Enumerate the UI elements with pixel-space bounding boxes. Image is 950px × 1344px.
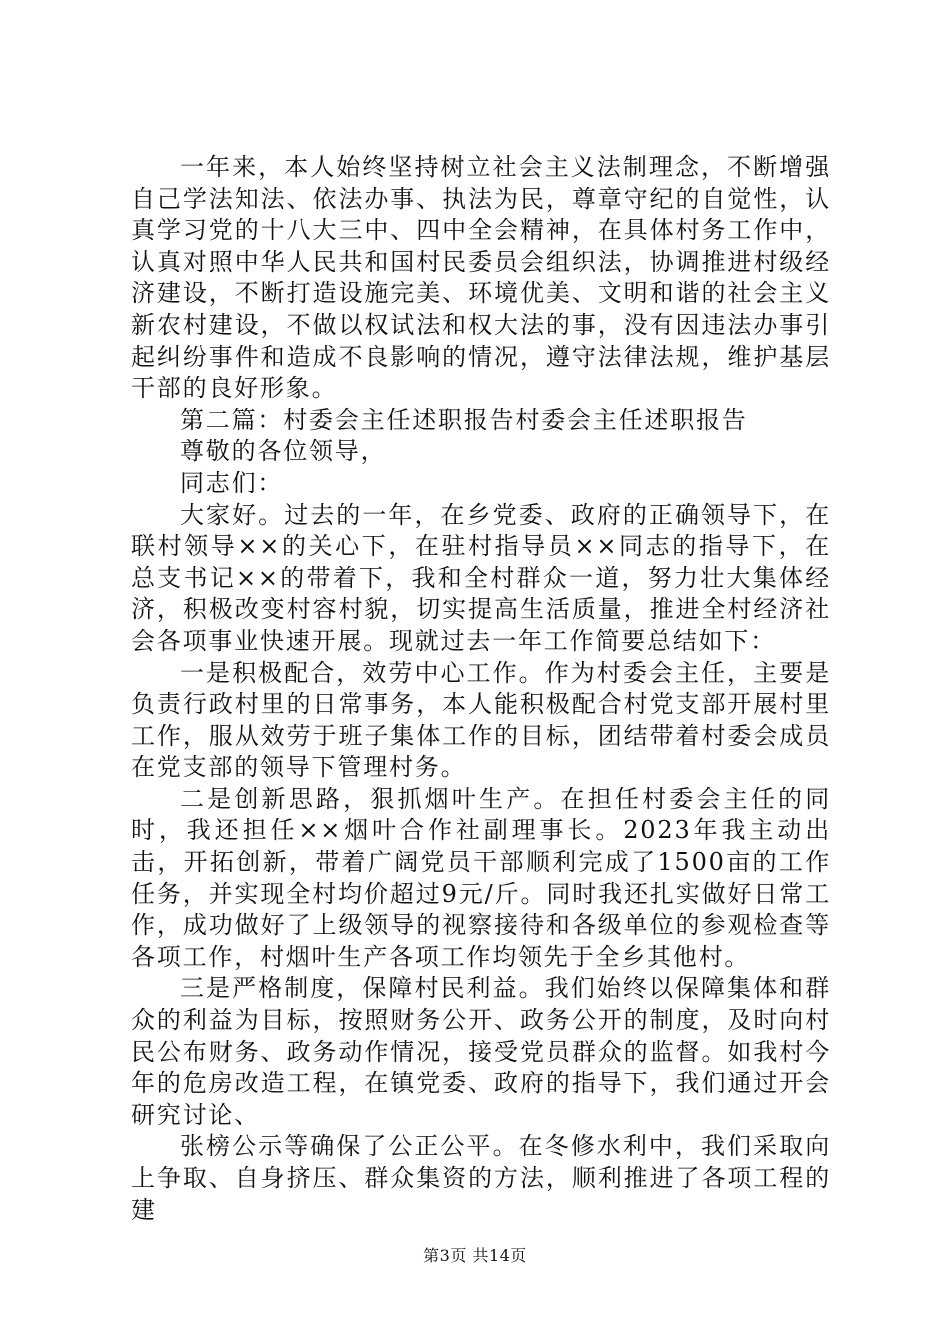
paragraph-self-discipline: 一年来，本人始终坚持树立社会主义法制理念，不断增强自己学法知法、依法办事、执法为民，尊章守纪的自觉性，认真学习党的十八大三中、四中全会精神，在具体村务工作中，认真对照中华人民共和国村民委员会组织法，协调推进村级经济建设，不断打造设施完美、环境优美、文明和谐的社会主义新农村建设，不做以权试法和权大法的事，没有因违法办事引起纠纷事件和造成不良影响的情况，遵守法律法规，维护基层干部的良好形象。 [131, 153, 831, 403]
document-body [131, 152, 831, 1226]
salutation-leaders: 尊敬的各位领导， [180, 437, 387, 466]
paragraph-point-one: 一是积极配合，效劳中心工作。作为村委会主任，主要是负责行政村里的日常事务，本人能积极配合村党支部开展村里工作，服从效劳于班子集体工作的目标，团结带着村委会成员在党支部的领导下管理村务。 [131, 658, 831, 782]
salutation-comrades: 同志们： [180, 468, 284, 497]
paragraph-point-three: 三是严格制度，保障村民利益。我们始终以保障集体和群众的利益为目标，按照财务公开、政务公开的制度，及时向村民公布财务、政务动作情况，接受党员群众的监督。如我村今年的危房改造工程，在镇党委、政府的指导下，我们通过开会研究讨论、 [131, 974, 831, 1129]
paragraph-introduction: 大家好。过去的一年，在乡党委、政府的正确领导下，在联村领导××的关心下，在驻村指导员××同志的指导下，在总支书记××的带着下，我和全村群众一道，努力壮大集体经济，积极改变村容村貌，切实提高生活质量，推进全村经济社会各项事业快速开展。现就过去一年工作简要总结如下： [131, 500, 831, 655]
paragraph-point-two: 二是创新思路，狠抓烟叶生产。在担任村委会主任的同时，我还担任××烟叶合作社副理事长。2023年我主动出击，开拓创新，带着广阔党员干部顺利完成了1500亩的工作任务，并实现全村均价超过9元/斤。同时我还扎实做好日常工作，成功做好了上级领导的视察接待和各级单位的参观检查等各项工作，村烟叶生产各项工作均领先于全乡其他村。 [131, 784, 831, 971]
page-number-footer: 第3页 共14页 [423, 1246, 527, 1265]
paragraph-continuation: 张榜公示等确保了公正公平。在冬修水利中，我们采取向上争取、自身挤压、群众集资的方法，顺利推进了各项工程的建 [131, 1132, 831, 1224]
section-heading: 第二篇：村委会主任述职报告村委会主任述职报告 [180, 405, 748, 434]
